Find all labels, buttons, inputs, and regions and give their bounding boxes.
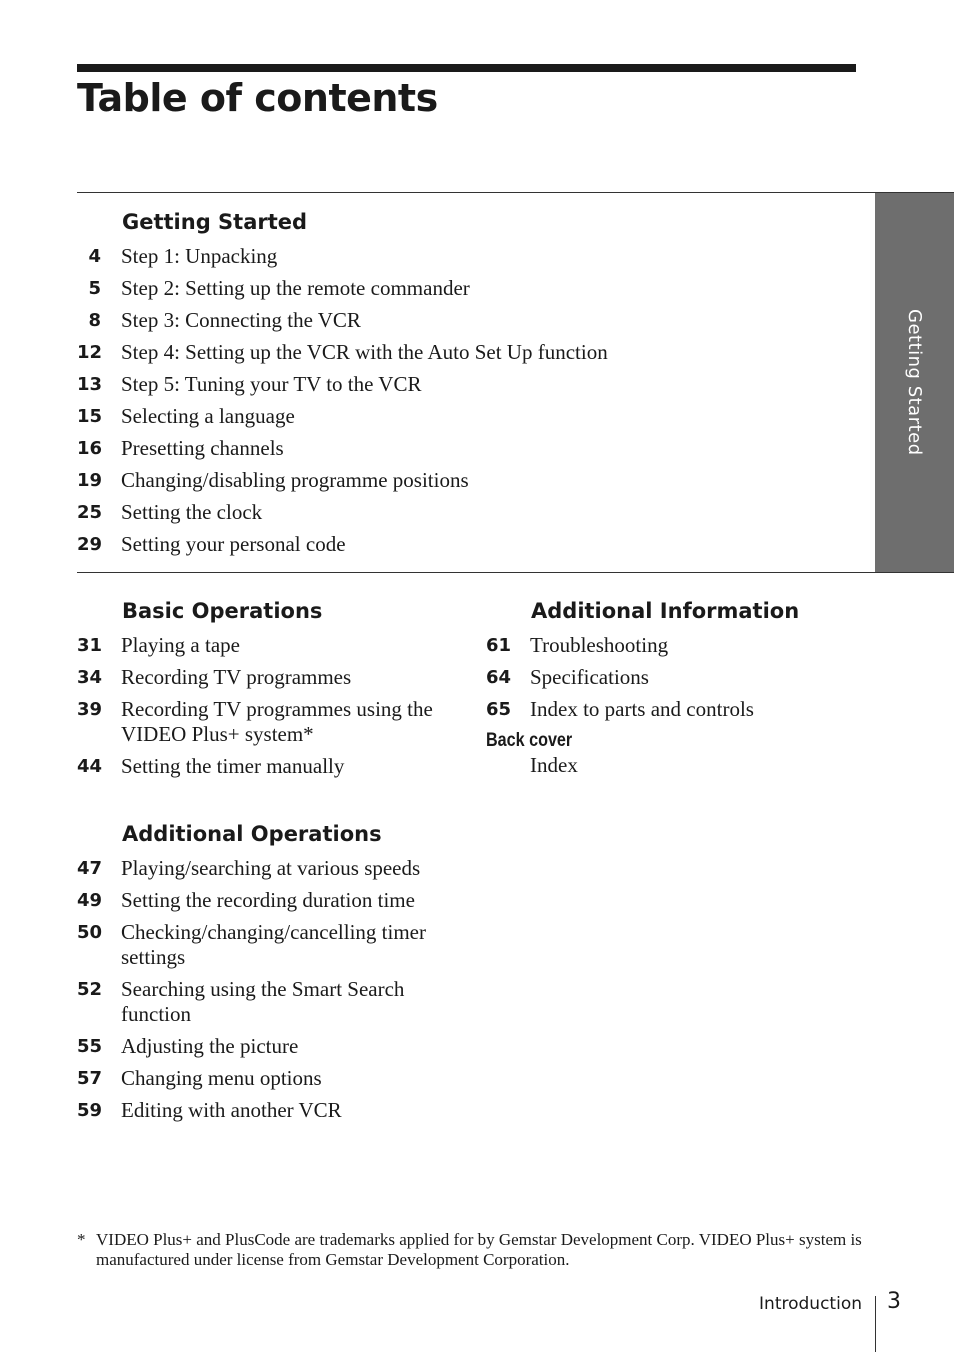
toc-entry[interactable] [77, 436, 867, 461]
page-number: 31 [77, 635, 103, 656]
toc-entry[interactable] [77, 276, 867, 301]
page-number: 4 [88, 246, 101, 267]
section-divider-top [77, 192, 954, 193]
side-tab [875, 193, 954, 572]
page-number: 57 [77, 1068, 103, 1089]
entry-title: Selecting a language [121, 404, 295, 428]
page-number: 59 [77, 1100, 103, 1121]
page-number: 39 [77, 699, 103, 720]
page-number: 64 [486, 667, 512, 688]
entry-title: Playing/searching at various speeds [121, 856, 421, 880]
page-number: 47 [77, 858, 103, 879]
entry-title: Setting the timer manually [121, 754, 345, 778]
toc-entry[interactable] [77, 308, 867, 333]
page-number: 15 [77, 406, 103, 427]
toc-entry[interactable] [486, 697, 866, 722]
toc-entry[interactable] [77, 977, 457, 1027]
entry-title: Playing a tape [121, 633, 240, 657]
entry-title: Checking/changing/cancelling timer settings [121, 920, 426, 969]
toc-entry[interactable] [77, 244, 867, 269]
page-number: 25 [77, 502, 103, 523]
toc-entry[interactable] [77, 754, 457, 779]
entry-title: Setting the clock [121, 500, 263, 524]
page-number: 65 [486, 699, 512, 720]
entry-title: Setting your personal code [121, 532, 346, 556]
page-number: 8 [88, 310, 101, 331]
toc-entry[interactable] [77, 1066, 457, 1091]
page-number: 44 [77, 756, 103, 777]
footnote-mark: * [77, 1230, 86, 1249]
entry-title: Changing menu options [121, 1066, 322, 1090]
page-number: 16 [77, 438, 103, 459]
page-title: Table of contents [77, 76, 438, 120]
entry-title: Setting the recording duration time [121, 888, 415, 912]
toc-entry[interactable] [77, 856, 457, 881]
entry-title: Step 5: Tuning your TV to the VCR [121, 372, 422, 396]
section-heading: Getting Started [122, 210, 308, 234]
section-additional-information [486, 597, 866, 778]
toc-entry[interactable] [77, 1034, 457, 1059]
footnote-text: VIDEO Plus+ and PlusCode are trademarks applied for by Gemstar Development Corp. VIDEO Plus+ system is manufactured under license from Gemstar Development Corporation. [96, 1230, 862, 1269]
toc-entry[interactable] [486, 633, 866, 658]
toc-entry[interactable] [77, 500, 867, 525]
footer-section-name: Introduction [759, 1294, 862, 1314]
entry-title: Index to parts and controls [530, 697, 754, 721]
title-rule [77, 64, 856, 72]
back-cover-entry[interactable]: Index [530, 753, 578, 777]
back-cover-label: Back cover [486, 730, 573, 751]
toc-entry[interactable] [77, 665, 457, 690]
entry-title: Searching using the Smart Search function [121, 977, 405, 1026]
toc-entry[interactable] [77, 532, 867, 557]
entry-title: Presetting channels [121, 436, 284, 460]
section-basic-operations [77, 597, 457, 786]
section-heading: Basic Operations [122, 599, 323, 623]
toc-entry[interactable] [77, 633, 457, 658]
page-number: 55 [77, 1036, 103, 1057]
entry-title: Troubleshooting [530, 633, 669, 657]
section-getting-started [77, 208, 867, 564]
toc-entry[interactable] [77, 920, 457, 970]
entry-title: Recording TV programmes [121, 665, 352, 689]
toc-entry[interactable] [486, 665, 866, 690]
entry-title: Recording TV programmes using the VIDEO Plus+ system* [121, 697, 433, 746]
page-number: 29 [77, 534, 103, 555]
toc-entry[interactable] [77, 340, 867, 365]
page-number: 52 [77, 979, 103, 1000]
footer-page-number: 3 [887, 1289, 901, 1314]
toc-entry[interactable] [77, 468, 867, 493]
page-number: 49 [77, 890, 103, 911]
entry-title: Step 4: Setting up the VCR with the Auto Set Up function [121, 340, 608, 364]
page-number: 61 [486, 635, 512, 656]
page-number: 50 [77, 922, 103, 943]
page-number: 34 [77, 667, 103, 688]
entry-title: Adjusting the picture [121, 1034, 299, 1058]
toc-entry[interactable] [77, 888, 457, 913]
footer-divider [875, 1296, 876, 1352]
section-additional-operations [77, 820, 457, 1130]
page-number: 19 [77, 470, 103, 491]
entry-title: Step 3: Connecting the VCR [121, 308, 361, 332]
entry-title: Changing/disabling programme positions [121, 468, 469, 492]
page-number: 5 [88, 278, 101, 299]
toc-entry[interactable] [77, 1098, 457, 1123]
page-number: 13 [77, 374, 103, 395]
toc-entry[interactable] [77, 404, 867, 429]
entry-title: Step 2: Setting up the remote commander [121, 276, 470, 300]
toc-entry[interactable] [77, 697, 457, 747]
page-number: 12 [77, 342, 103, 363]
entry-title: Editing with another VCR [121, 1098, 342, 1122]
entry-title: Specifications [530, 665, 649, 689]
section-divider-bottom [77, 572, 954, 573]
footnote [77, 1230, 867, 1270]
section-heading: Additional Information [531, 599, 800, 623]
entry-title: Step 1: Unpacking [121, 244, 278, 268]
section-heading: Additional Operations [122, 822, 382, 846]
toc-entry[interactable] [77, 372, 867, 397]
side-tab-label: Getting Started [904, 309, 925, 456]
